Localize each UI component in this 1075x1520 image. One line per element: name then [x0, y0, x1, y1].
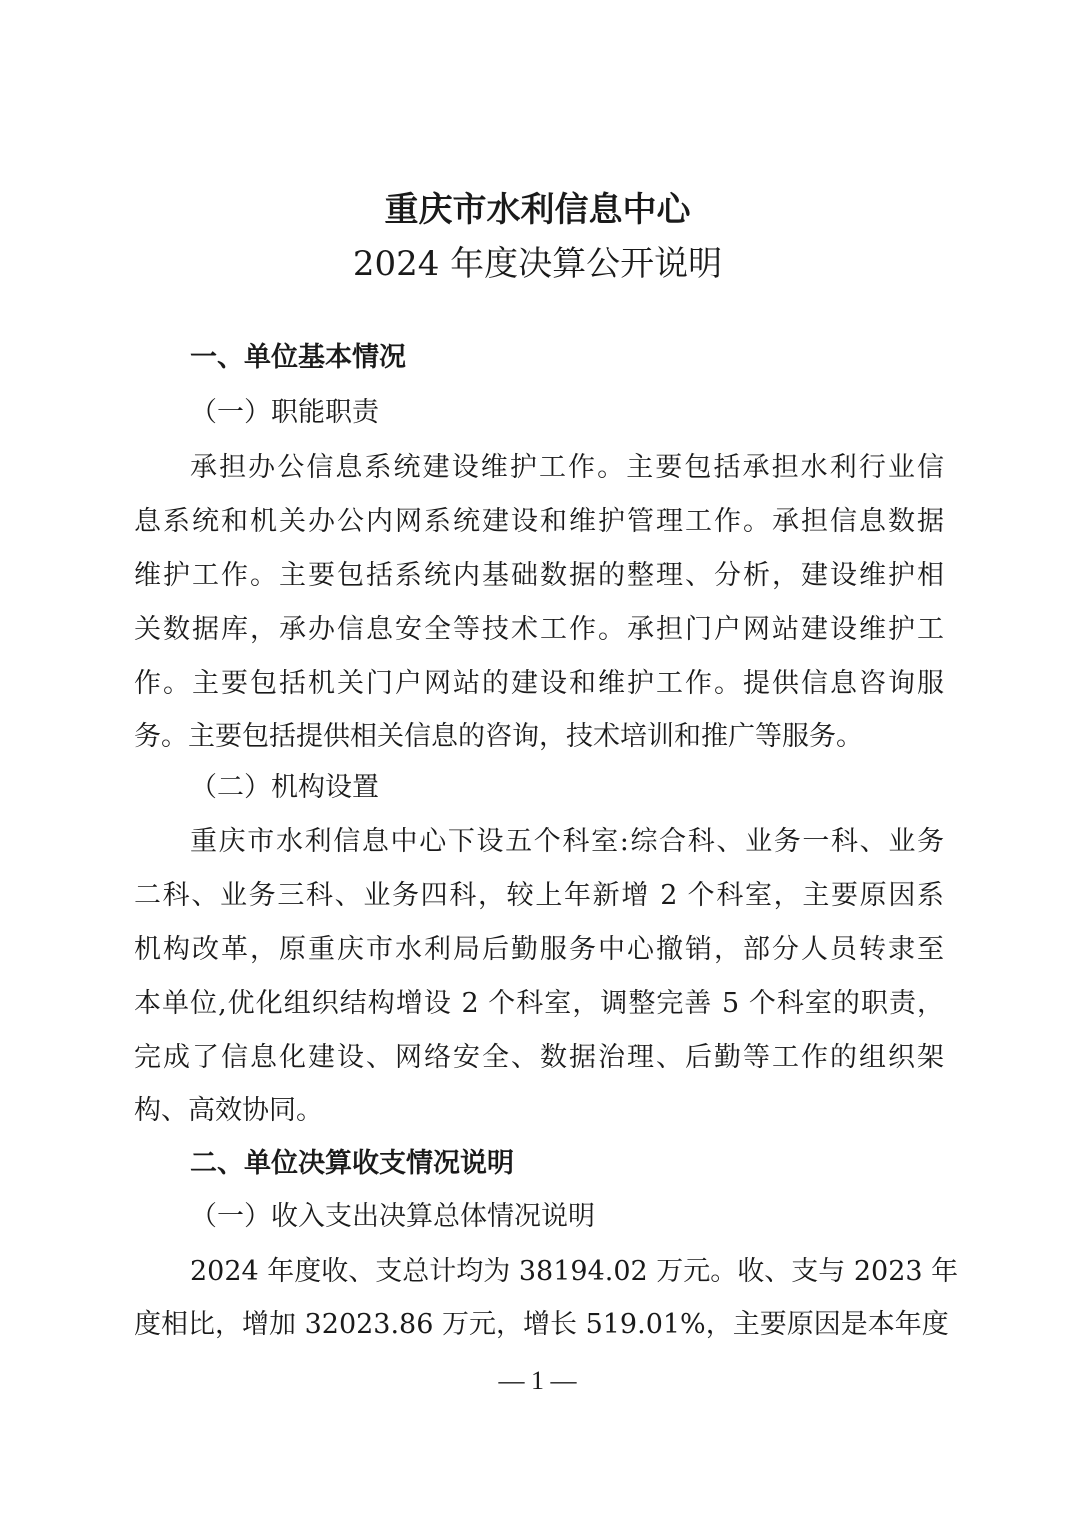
paragraph-line: 作。主要包括机关门户网站的建设和维护工作。提供信息咨询服	[134, 668, 944, 699]
subsection-heading-duties: （一）职能职责	[190, 397, 379, 428]
document-title: 重庆市水利信息中心	[384, 190, 691, 230]
subsection-heading-overview: （一）收入支出决算总体情况说明	[190, 1201, 595, 1232]
paragraph-line: 维护工作。主要包括系统内基础数据的整理、分析，建设维护相	[134, 560, 944, 591]
paragraph-line: 务。主要包括提供相关信息的咨询，技术培训和推广等服务。	[134, 721, 863, 752]
paragraph-line: 息系统和机关办公内网系统建设和维护管理工作。承担信息数据	[134, 506, 944, 537]
paragraph-line: 构、高效协同。	[134, 1095, 323, 1126]
paragraph-line: 2024 年度收、支总计均为 38194.02 万元。收、支与 2023 年	[190, 1256, 959, 1287]
section-heading-budget: 二、单位决算收支情况说明	[190, 1148, 514, 1179]
document-subtitle: 2024 年度决算公开说明	[352, 244, 723, 284]
paragraph-line: 二科、业务三科、业务四科，较上年新增 2 个科室，主要原因系	[134, 880, 944, 911]
subsection-heading-organization: （二）机构设置	[190, 772, 379, 803]
paragraph-line: 关数据库，承办信息安全等技术工作。承担门户网站建设维护工	[134, 614, 944, 645]
section-heading-basic-info: 一、单位基本情况	[190, 342, 406, 373]
paragraph-line: 完成了信息化建设、网络安全、数据治理、后勤等工作的组织架	[134, 1042, 944, 1073]
paragraph-line: 重庆市水利信息中心下设五个科室:综合科、业务一科、业务	[190, 826, 944, 857]
paragraph-line: 承担办公信息系统建设维护工作。主要包括承担水利行业信	[190, 452, 944, 483]
paragraph-line: 机构改革，原重庆市水利局后勤服务中心撤销，部分人员转隶至	[134, 934, 944, 965]
paragraph-line: 度相比，增加 32023.86 万元，增长 519.01%，主要原因是本年度	[134, 1309, 949, 1340]
paragraph-line: 本单位,优化组织结构增设 2 个科室，调整完善 5 个科室的职责，	[134, 988, 944, 1019]
page-number: — 1 —	[498, 1366, 577, 1395]
